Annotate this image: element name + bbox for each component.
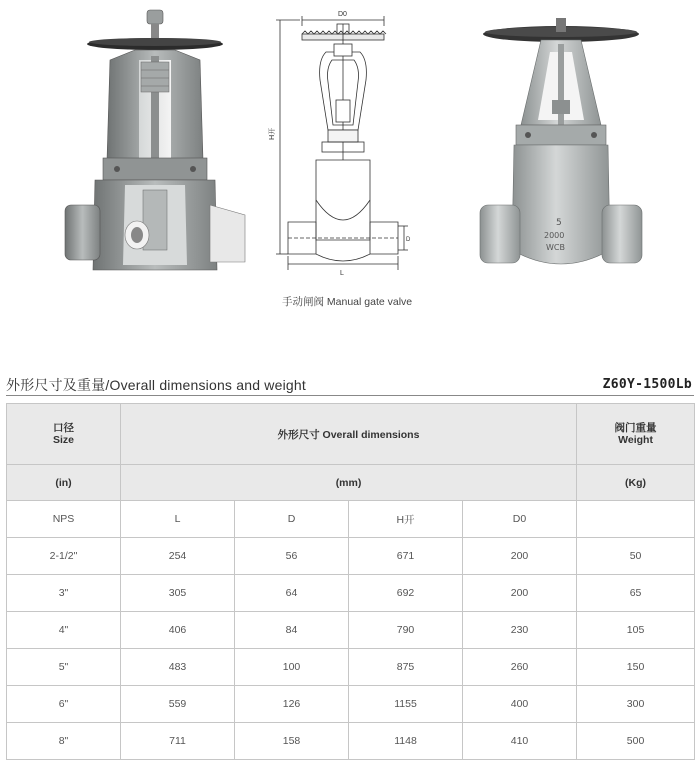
valve-photo-illustration <box>476 0 646 280</box>
cell-d0: 400 <box>463 686 577 723</box>
subheader-h: H开 <box>349 501 463 538</box>
drawing-label-d0: D0 <box>338 11 347 18</box>
drawing-label-d: D <box>406 237 411 243</box>
cell-weight: 105 <box>577 612 695 649</box>
valve-dimension-drawing <box>270 0 420 290</box>
cell-l: 254 <box>121 538 235 575</box>
cell-weight: 150 <box>577 649 695 686</box>
figure-caption: 手动闸阀 Manual gate valve <box>282 296 413 308</box>
cell-h: 692 <box>349 575 463 612</box>
table-row <box>7 538 695 575</box>
cell-l: 305 <box>121 575 235 612</box>
cell-d0: 230 <box>463 612 577 649</box>
table-unit-row <box>7 465 695 501</box>
cell-h: 671 <box>349 538 463 575</box>
size-header-cn: 口径 <box>53 422 74 434</box>
cell-l: 711 <box>121 723 235 760</box>
cell-size: 6" <box>7 686 121 723</box>
drawing-label-l: L <box>340 270 344 277</box>
cell-size: 5" <box>7 649 121 686</box>
cast-mark-1: 5 <box>556 218 562 228</box>
drawing-label-h: H开 <box>268 127 276 140</box>
dims-header: 外形尺寸 Overall dimensions <box>121 404 577 465</box>
cell-h: 790 <box>349 612 463 649</box>
cell-size: 3" <box>7 575 121 612</box>
table-subheader-row <box>7 501 695 538</box>
weight-header-cn: 阀门重量 <box>614 422 657 434</box>
valve-cutaway-illustration <box>55 0 255 290</box>
section-title: 外形尺寸及重量/Overall dimensions and weight <box>6 377 306 393</box>
cell-d: 64 <box>235 575 349 612</box>
cell-weight: 50 <box>577 538 695 575</box>
table-row <box>7 612 695 649</box>
cell-d: 126 <box>235 686 349 723</box>
cell-weight: 300 <box>577 686 695 723</box>
cast-mark-2: 2000 <box>544 231 565 240</box>
cell-l: 559 <box>121 686 235 723</box>
table-header-row <box>7 404 695 465</box>
cell-h: 875 <box>349 649 463 686</box>
cell-d0: 200 <box>463 538 577 575</box>
weight-header-en: Weight <box>618 434 653 446</box>
cell-size: 8" <box>7 723 121 760</box>
subheader-d0: D0 <box>463 501 577 538</box>
size-header <box>7 404 121 465</box>
model-code: Z60Y-1500Lb <box>602 377 692 392</box>
cell-d0: 260 <box>463 649 577 686</box>
section-divider <box>6 395 694 396</box>
size-header-en: Size <box>52 434 74 446</box>
cell-weight: 500 <box>577 723 695 760</box>
cell-l: 406 <box>121 612 235 649</box>
cell-d: 100 <box>235 649 349 686</box>
cell-h: 1155 <box>349 686 463 723</box>
cell-h: 1148 <box>349 723 463 760</box>
subheader-l: L <box>121 501 235 538</box>
table-row <box>7 649 695 686</box>
cell-size: 4" <box>7 612 121 649</box>
cell-l: 483 <box>121 649 235 686</box>
cell-d0: 410 <box>463 723 577 760</box>
table-row <box>7 723 695 760</box>
cell-d0: 200 <box>463 575 577 612</box>
subheader-weight <box>577 501 695 538</box>
cell-size: 2-1/2" <box>7 538 121 575</box>
subheader-nps: NPS <box>7 501 121 538</box>
table-row <box>7 686 695 723</box>
cast-mark-3: WCB <box>546 243 565 252</box>
weight-header <box>577 404 695 465</box>
dimensions-table <box>6 403 695 760</box>
unit-size: (in) <box>7 465 121 501</box>
subheader-d: D <box>235 501 349 538</box>
unit-weight: (Kg) <box>577 465 695 501</box>
cell-weight: 65 <box>577 575 695 612</box>
cell-d: 158 <box>235 723 349 760</box>
unit-dims: (mm) <box>121 465 577 501</box>
table-row <box>7 575 695 612</box>
cell-d: 84 <box>235 612 349 649</box>
cell-d: 56 <box>235 538 349 575</box>
